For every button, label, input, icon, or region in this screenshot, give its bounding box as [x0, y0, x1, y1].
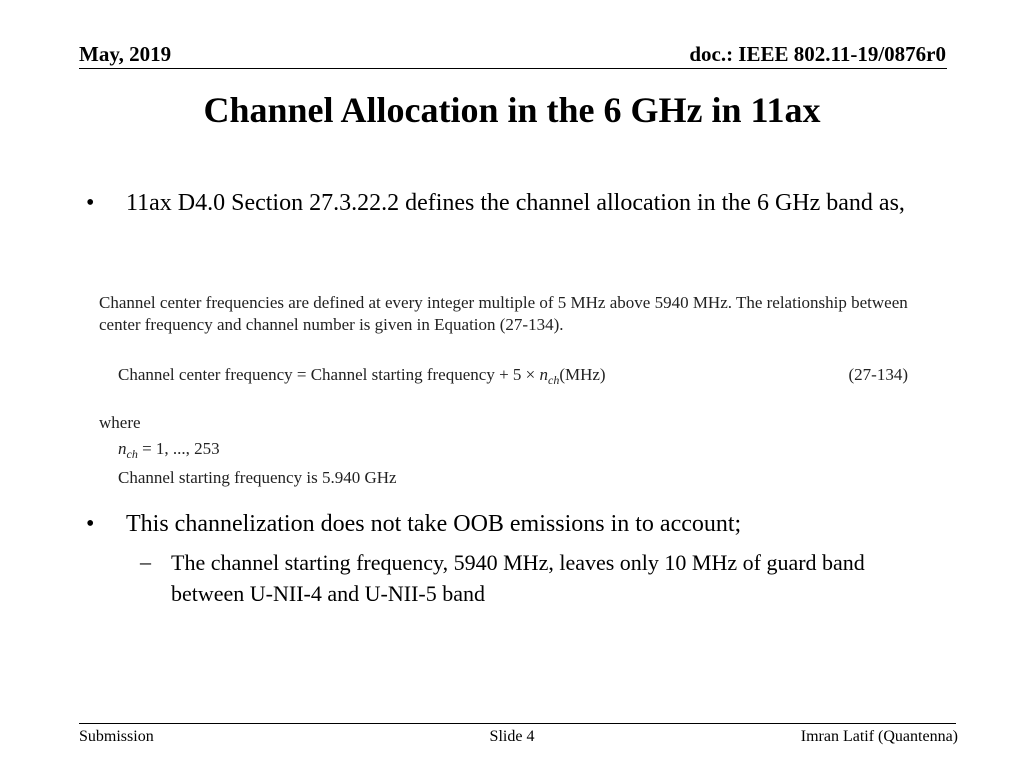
- excerpt-paragraph: Channel center frequencies are defined at every integer multiple of 5 MHz above 5940 MHz. The relationship between center frequency and channel number is given in Equation (27-134).: [99, 293, 908, 334]
- equation-number: (27-134): [848, 365, 908, 384]
- excerpt-where: where: [99, 413, 141, 432]
- sub-bullet-marker: –: [140, 549, 151, 574]
- excerpt-start-frequency: Channel starting frequency is 5.940 GHz: [118, 468, 397, 487]
- nch-range: = 1, ..., 253: [137, 439, 220, 458]
- bullet-marker-1: •: [86, 190, 95, 216]
- equation-lhs: Channel center frequency = Channel starting frequency + 5 ×: [118, 365, 540, 384]
- nch-subscript: ch: [126, 447, 138, 461]
- footer-submission: Submission: [79, 728, 154, 745]
- spec-excerpt: [99, 292, 919, 487]
- header-divider: [79, 68, 947, 69]
- equation-var: n: [539, 365, 548, 384]
- excerpt-equation: [118, 364, 908, 391]
- footer-author: Imran Latif (Quantenna): [800, 728, 958, 745]
- header-date: May, 2019: [79, 42, 172, 66]
- slide-title: Channel Allocation in the 6 GHz in 11ax: [203, 90, 821, 130]
- bullet-marker-2: •: [86, 511, 95, 537]
- equation-subscript: ch: [548, 373, 560, 387]
- footer-divider: [79, 723, 956, 724]
- nch-var: n: [118, 439, 127, 458]
- equation-unit: (MHz): [559, 365, 606, 384]
- footer-slide-number: Slide 4: [489, 728, 535, 745]
- sub-bullet-text: The channel starting frequency, 5940 MHz, leaves only 10 MHz of guard band between U-NII-4 and U-NII-5 band: [171, 550, 865, 606]
- bullet-text-1: 11ax D4.0 Section 27.3.22.2 defines the channel allocation in the 6 GHz band as,: [126, 190, 905, 216]
- header-doc-id: doc.: IEEE 802.11-19/0876r0: [689, 42, 946, 66]
- excerpt-nch-range: [118, 438, 220, 465]
- bullet-text-2: This channelization does not take OOB emissions in to account;: [126, 511, 742, 537]
